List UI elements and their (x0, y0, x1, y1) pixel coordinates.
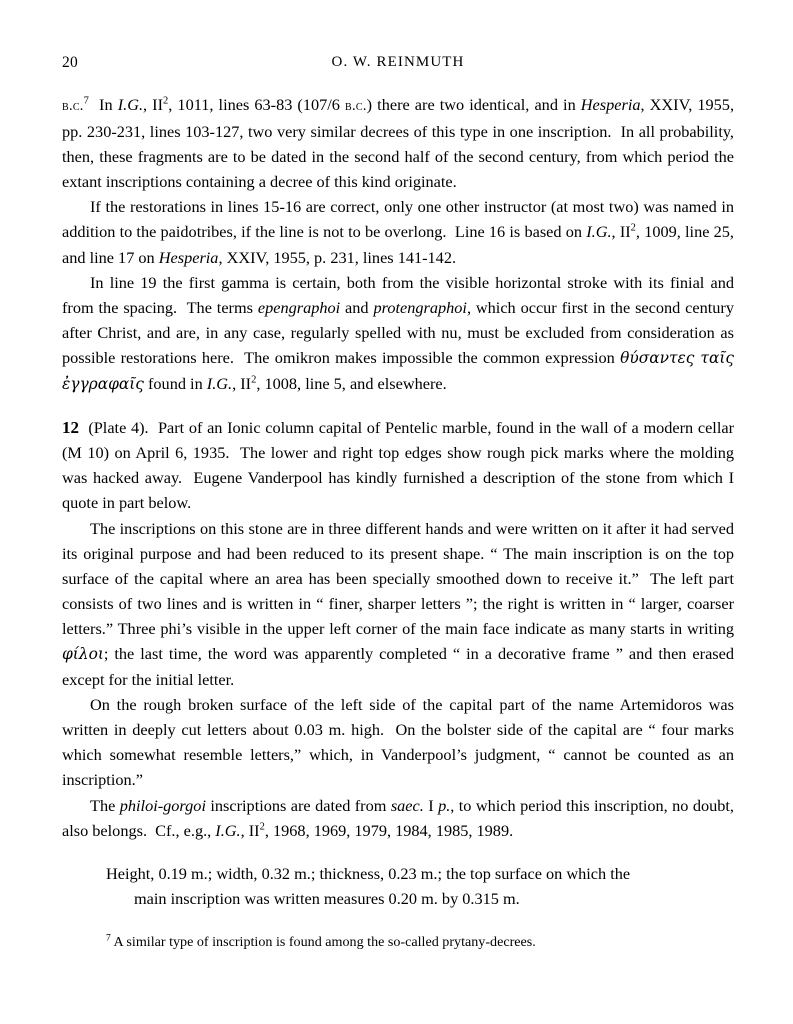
measurements-line-2: main inscription was written measures 0.20 m. by 0.315 m. (134, 888, 520, 908)
paragraph-3: In line 19 the first gamma is certain, both from the visible horizontal stroke with its finial and from the spacing. The terms epengraphoi and protengraphoi, which occur first in the second century after Christ, and are, in any case, regularly spelled with nu, must be excluded from consideration as possible restorations here. The omikron makes impossible the common expression θύσαντες ταῖς ἐγγραφαῖς found in I.G., $II^2$, 1008, line 5, and elsewhere. (62, 272, 734, 394)
body-text (62, 92, 734, 952)
paragraph-5: The inscriptions on this stone are in three different hands and were written on it after it had served its original purpose and had been reduced to its present shape. “ The main inscription is on the top surface of the capital where an area has been specially smoothed down to receive it.” The left part consists of two lines and is written in “ finer, sharper letters ”; the right is written in “ larger, coarser letters.” Three phi’s visible in the upper left corner of the main face indicate as many starts in writing φίλοι; the last time, the word was apparently completed “ in a decorative frame ” and then erased except for the initial letter. (62, 518, 734, 690)
paragraph-2: If the restorations in lines 15-16 are correct, only one other instructor (at most two) was named in addition to the paidotribes, if the line is not to be overlong. Line 16 is based on I.G., $II^2$, 1009, line 25, and line 17 on Hesperia, XXIV, 1955, p. 231, lines 141-142. (62, 197, 735, 267)
paragraph-1: b.c.$^7$ In I.G., $II^2$, 1011, lines 63-83 (107/6 b.c.) there are two identical, and in Hesperia, XXIV, 1955, pp. 230-231, lines 103-127, two very similar decrees of this type in one inscription. In all probability, then, these fragments are to be dated in the second half of the second century, from which period the extant inscriptions containing a decree of this kind originate. (62, 95, 735, 192)
measurements-block (106, 861, 734, 911)
page-header (62, 54, 734, 74)
paragraph-6: On the rough broken surface of the left side of the capital part of the name Artemidoros was written in deeply cut letters about 0.03 m. high. On the bolster side of the capital are “ four marks which somewhat resemble letters,” which, in Vanderpool’s judgment, “ cannot be counted as an inscription.” (62, 695, 734, 790)
footnote-text: A similar type of inscription is found among the so-called prytany-decrees. (110, 933, 536, 950)
paragraph-4-entry-12: 12 (Plate 4). Part of an Ionic column capital of Pentelic marble, found in the wall of a modern cellar (M 10) on April 6, 1935. The lower and right top edges show rough pick marks where the molding was hacked away. Eugene Vanderpool has kindly furnished a description of the stone from which I quote in part below. (62, 418, 734, 513)
footnote-7 (106, 933, 706, 952)
running-head: O. W. REINMUTH (331, 54, 465, 70)
measurements-line-1: Height, 0.19 m.; width, 0.32 m.; thickness, 0.23 m.; the top surface on which the (106, 863, 631, 883)
page-number: 20 (62, 54, 78, 71)
footnote-marker: 7 (106, 933, 111, 944)
paragraph-7: The philoi-gorgoi inscriptions are dated from saec. I p., to which period this inscription, no doubt, also belongs. Cf., e.g., I.G., $II^2$, 1968, 1969, 1979, 1984, 1985, 1989. (62, 795, 735, 840)
